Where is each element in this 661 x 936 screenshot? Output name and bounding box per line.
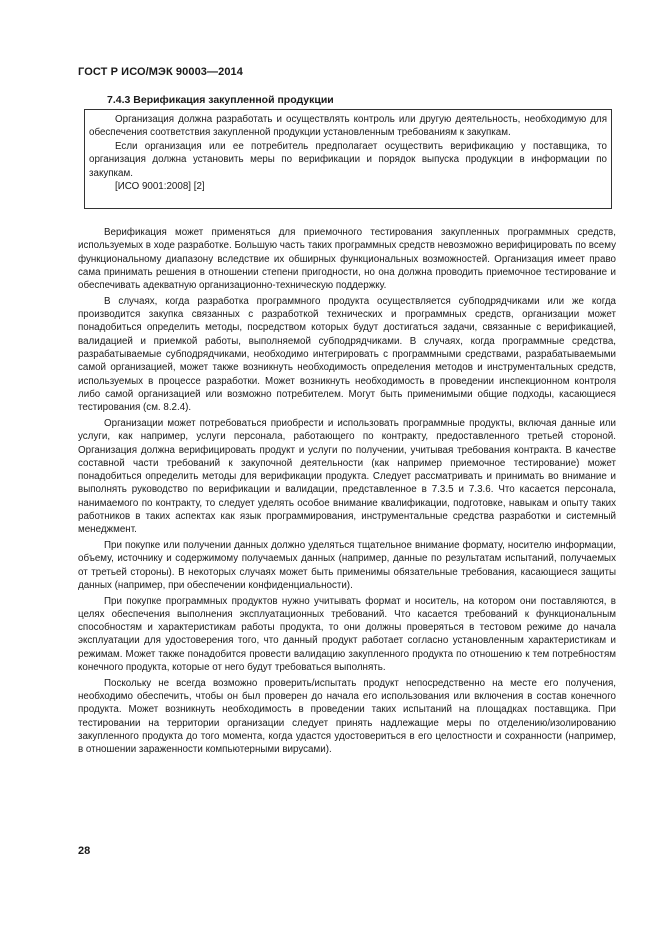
quote-paragraph: Если организация или ее потребитель предполагает осуществить верификацию у поставщика, то организация должна установить меры по верификации и порядок выпуска продукции в информации по закупкам. <box>89 140 607 179</box>
page-number: 28 <box>78 845 91 857</box>
body-paragraph: Верификация может применяться для приемочного тестирования закупленных программных средств, используемых в ходе разработке. Большую часть таких программных средств невозможно верифицировать по всему функциональному диапазону вследствие их обширных функциональных возможностей. Организация имеет право сама принимать решения в отношении степени пригодности, но она должна проводить приемочное тестирование и обеспечивать адекватную организационно-техническую поддержку. <box>78 227 616 292</box>
body-paragraph: Организации может потребоваться приобрести и использовать программные продукты, включая данные или услуги, как например, услуги персонала, работающего по контракту, предоставленного третьей стороной. Организация должна верифицировать продукт и услуги по получении, учитывая требования контракта. В качестве составной части требований к закупочной деятельности (как например приемочное тестирование) может понадобиться определить методы для верификации продукта. Следует рассматривать и принимать во внимание и выполнять руководство по верификации и валидации, представленное в 7.3.5 и 7.3.6. Что касается персонала, нанимаемого по контракту, то следует уделять особое внимание квалификации, подготовке, навыкам и опыту таких работников в таких аспектах как язык программирования, инструментальные средства разработки и системный менеджмент. <box>78 417 616 536</box>
body-paragraph: При покупке программных продуктов нужно учитывать формат и носитель, на котором они поставляются, в целях обеспечения выполнения эксплуатационных требований. Что касается требований к функциональным способностям и характеристикам работы продукта, то они должны проверяться в тестовом режиме до начала эксплуатации для удостоверения того, что данный продукт работает согласно установленным характеристикам и режимам. Может также понадобится провести валидацию закупленного продукта по отношению к тем потребностям конечного продукта, которые от него будут требоваться выполнять. <box>78 595 616 674</box>
body-text <box>78 226 616 759</box>
section-title: 7.4.3 Верификация закупленной продукции <box>107 94 334 106</box>
body-paragraph: Поскольку не всегда возможно проверить/испытать продукт непосредственно на месте его получения, необходимо обеспечить, чтобы он был проверен до начала его использования или включения в состав конечного продукта. Может возникнуть необходимость в проведении таких испытаний на площадках поставщика. При тестировании на территории организации следует принять надлежащие меры по отделению/изолированию закупленного продукта до того момента, когда удастся удостовериться в его целостности и сохранности (например, в отношении зараженности компьютерными вирусами). <box>78 677 616 756</box>
standard-header: ГОСТ Р ИСО/МЭК 90003—2014 <box>78 66 243 78</box>
quoted-requirement-box <box>84 109 612 209</box>
quote-reference: [ИСО 9001:2008] [2] <box>115 181 205 193</box>
body-paragraph: В случаях, когда разработка программного продукта осуществляется субподрядчиками или же когда производится закупка связанных с разработкой технических и программных средств, организации может понадобиться определить методы, посредством которых будут достигаться задачи, связанные с верификацией, валидацией и приемкой работы, выполняемой субподрядчиками. В случаях, когда программные средства, разрабатываемые субподрядчиками, необходимо интегрировать с программными средствами, разрабатываемыми самой организацией, может также возникнуть необходимость определения методов и инструментальных средств, используемых в процессе разработки. Может возникнуть необходимость в проведении инспекционном контроля либо самой организацией или возможно потребителем. Могут быть применимыми общие подходы, касающиеся тестирования (см. 8.2.4). <box>78 295 616 414</box>
body-paragraph: При покупке или получении данных должно уделяться тщательное внимание формату, носителю информации, объему, источнику и содержимому получаемых данных (например, данные по результатам испытаний, получаемых от третьей стороны). В некоторых случаях может быть применимы обязательные требования, касающиеся защиты данных (например, при обеспечении конфиденциальности). <box>78 540 616 591</box>
quote-paragraph: Организация должна разработать и осуществлять контроль или другую деятельность, необходимую для обеспечения соответствия закупленной продукции установленным требованиям к закупкам. <box>89 114 607 139</box>
